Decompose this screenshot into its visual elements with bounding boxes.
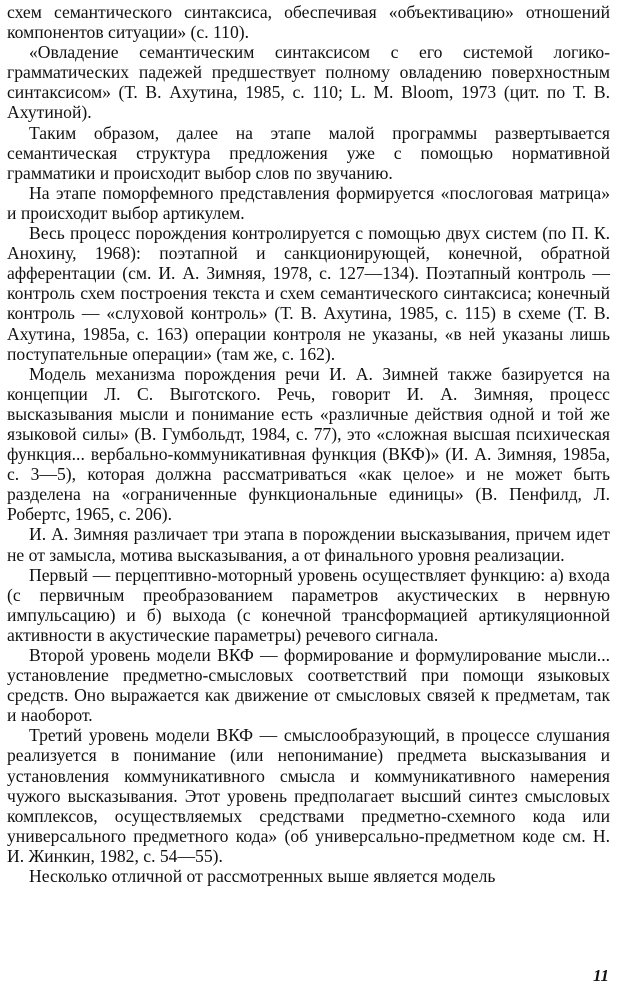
paragraph-second-level: Второй уровень модели ВКФ — формирование и формулирование мысли... установление предметно-смысловых соответствий при помощи языковых средств. Оно выражается как движение от смысловых связей к предметам, так и наоборот. (7, 645, 610, 726)
paragraph-small-program: Таким образом, далее на этапе малой программы развертывается семантическая структура предложения уже с помощью нормативной грамматики и происходит выбор слов по звучанию. (7, 122, 610, 183)
paragraph-first-level: Первый — перцептивно-моторный уровень осуществляет функцию: а) входа (с первичным преобразованием параметров акустических в нервную импульсацию) и б) выхода (с конечной трансформацией артикуляционной активности в акустические параметры) речевого сигнала. (7, 564, 610, 645)
paragraph-quote-semantic-syntax: «Овладение семантическим синтаксисом с его системой логико-грамматических падежей предшествует полному овладению поверхностным синтаксисом» (Т. В. Ахутина, 1985, с. 110; L. M. Bloom, 1973 (цит. по Т. В. Ахутиной). (7, 42, 610, 123)
paragraph-three-stages: И. А. Зимняя различает три этапа в порождении высказывания, причем идет не от замысла, мотива высказывания, а от финального уровня реализации. (7, 524, 610, 565)
page-number: 11 (592, 966, 609, 985)
paragraph-continuation: схем семантического синтаксиса, обеспечивая «объективацию» отношений компонентов ситуации» (с. 110). (7, 2, 610, 43)
paragraph-next-model: Несколько отличной от рассмотренных выше является модель (29, 866, 496, 887)
page-text (7, 2, 610, 886)
paragraph-zimnyaya-model: Модель механизма порождения речи И. А. Зимней также базируется на концепции Л. С. Выготского. Речь, говорит И. А. Зимняя, процесс высказывания мысли и понимание есть «различные действия одной и той же языковой силы» (В. Гумбольдт, 1984, с. 77), это «сложная высшая психическая функция... вербально-коммуникативная функция (ВКФ)» (И. А. Зимняя, 1985а, с. 3—5), которая должна рассматриваться «как целое» и не может быть разделена на «ограниченные функциональные единицы» (В. Пенфилд, Л. Робертс, 1965, с. 206). (7, 363, 610, 525)
paragraph-morpheme-stage: На этапе поморфемного представления формируется «послоговая матрица» и происходит выбор артикулем. (7, 182, 610, 223)
paragraph-control-systems: Весь процесс порождения контролируется с помощью двух систем (по П. К. Анохину, 1968): поэтапной и санкционирующей, конечной, обратной афферентации (см. И. А. Зимняя, 1978, с. 127—134). Поэтапный контроль — контроль схем построения текста и схем семантического синтаксиса; конечный контроль — «слуховой контроль» (Т. В. Ахутина, 1985, с. 115) в схеме (Т. В. Ахутина, 1985а, с. 163) операции контроля не указаны, «в ней указаны лишь поступательные операции» (там же, с. 162). (7, 223, 610, 364)
paragraph-third-level: Третий уровень модели ВКФ — смыслообразующий, в процессе слушания реализуется в понимание (или непонимание) предмета высказывания и установления коммуникативного смысла и коммуникативного намерения чужого высказывания. Этот уровень предполагает высший синтез смысловых комплексов, осуществляемых средствами предметно-схемного кода или универсального предметного кода» (об универсально-предметном коде см. Н. И. Жинкин, 1982, с. 54—55). (7, 725, 610, 866)
